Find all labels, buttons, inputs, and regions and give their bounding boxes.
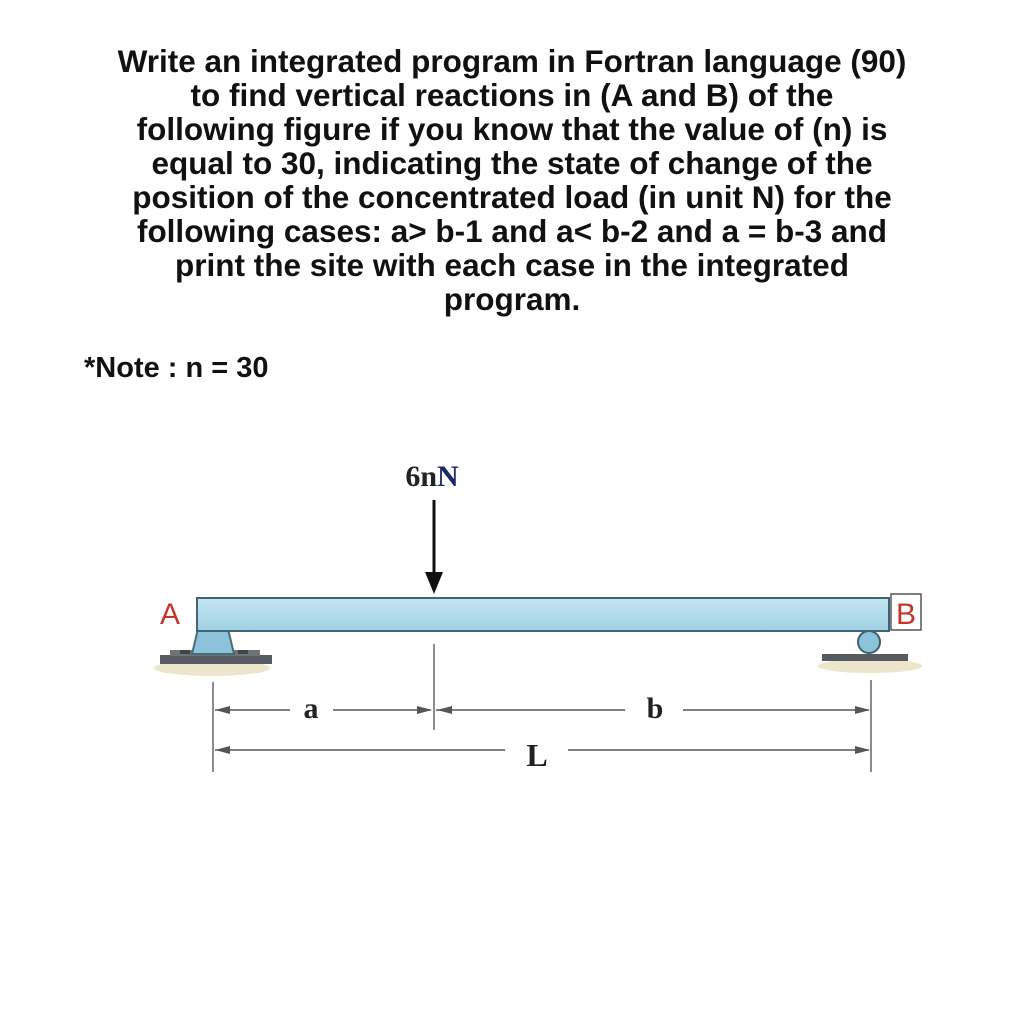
problem-line: equal to 30, indicating the state of change of the (151, 145, 873, 181)
load-label-unit: N (437, 460, 459, 493)
beam-diagram (0, 440, 1024, 800)
note: *Note : n = 30 (84, 352, 269, 384)
problem-line: position of the concentrated load (in unit N) for the (132, 179, 892, 215)
problem-line: following cases: a> b-1 and a< b-2 and a = b-3 and (136, 213, 888, 249)
dimension-a (215, 706, 432, 714)
roller-support-b (818, 631, 922, 673)
problem-statement (40, 44, 984, 316)
dimension-l-label: L (526, 737, 548, 773)
problem-line: print the site with each case in the integrated (175, 247, 849, 283)
dimension-a-label: a (303, 692, 319, 725)
support-b-label: B (895, 598, 917, 631)
dimension-b-label: b (646, 692, 664, 725)
problem-line: program. (443, 281, 581, 317)
problem-line: Write an integrated program in Fortran language (90) (117, 43, 907, 79)
problem-line: following figure if you know that the value of (n) is (136, 111, 888, 147)
load-label (405, 460, 459, 493)
load-label-magnitude: 6n (405, 460, 438, 493)
support-a-label: A (159, 598, 181, 631)
beam (197, 598, 889, 631)
load-arrow (425, 500, 443, 594)
problem-line: to find vertical reactions in (A and B) of the (190, 77, 834, 113)
